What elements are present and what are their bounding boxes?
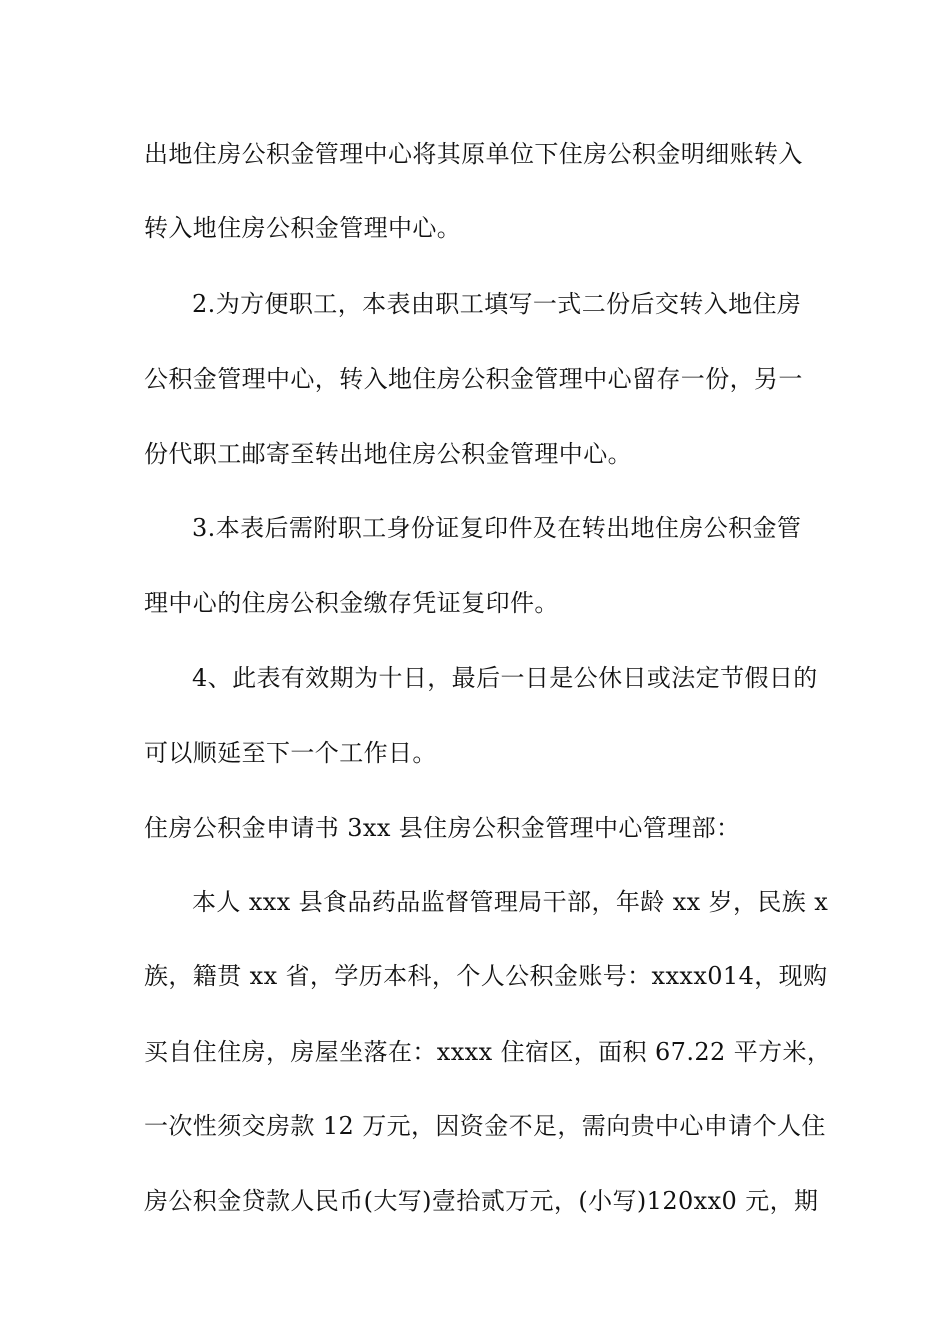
text-line: 份代职工邮寄至转出地住房公积金管理中心。	[144, 440, 632, 468]
text-line: 转入地住房公积金管理中心。	[144, 214, 462, 242]
paragraph-3-start: 3.本表后需附职工身份证复印件及在转出地住房公积金管	[192, 514, 802, 542]
section-heading: 住房公积金申请书 3xx 县住房公积金管理中心管理部：	[144, 814, 741, 842]
text-line: 出地住房公积金管理中心将其原单位下住房公积金明细账转入	[144, 140, 803, 168]
text-line: 可以顺延至下一个工作日。	[144, 739, 437, 767]
text-line: 族，籍贯 xx 省，学历本科，个人公积金账号：xxxx014，现购	[144, 962, 828, 990]
paragraph-4-start: 4、此表有效期为十日，最后一日是公休日或法定节假日的	[192, 664, 818, 692]
text-line: 一次性须交房款 12 万元，因资金不足，需向贵中心申请个人住	[144, 1112, 826, 1140]
text-line: 公积金管理中心，转入地住房公积金管理中心留存一份，另一	[144, 365, 803, 393]
text-line: 房公积金贷款人民币(大写)壹拾贰万元，(小写)120xx0 元，期	[144, 1187, 819, 1215]
paragraph-2-start: 2.为方便职工，本表由职工填写一式二份后交转入地住房	[192, 290, 802, 318]
text-line: 理中心的住房公积金缴存凭证复印件。	[144, 589, 559, 617]
text-line: 买自住住房，房屋坐落在：xxxx 住宿区，面积 67.22 平方米，	[144, 1038, 832, 1066]
application-paragraph-start: 本人 xxx 县食品药品监督管理局干部，年龄 xx 岁，民族 x	[192, 888, 829, 916]
